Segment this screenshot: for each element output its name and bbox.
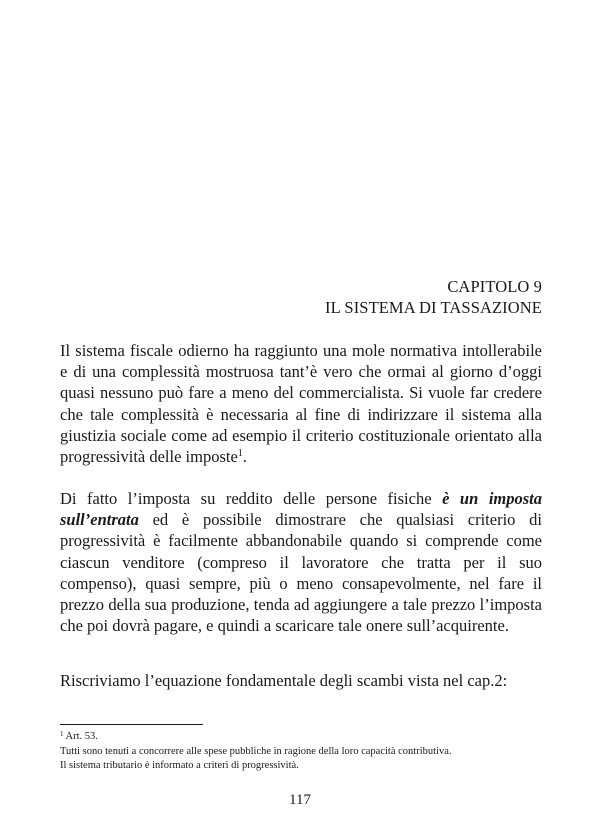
- footnote-1-line-2: Tutti sono tenuti a concorrere alle spese pubbliche in ragione della loro capacità contributiva.: [60, 745, 452, 757]
- paragraph-3-text: Riscriviamo l’equazione fondamentale degli scambi vista nel cap.2:: [60, 671, 508, 690]
- paragraph-2: [60, 488, 542, 636]
- paragraph-1-end: .: [242, 447, 247, 467]
- paragraph-1-text: Il sistema fiscale odierno ha raggiunto una mole normativa intollerabile e di una complessità mostruosa tant’è vero che ormai al giorno d’oggi quasi nessuno può fare a meno del commercialista. Si vuole far credere che tale complessità è necessaria al fine di indirizzare il sistema alla giustizia sociale come ad esempio il criterio costituzionale orientato alla progressività delle imposte: [60, 341, 542, 467]
- chapter-heading: [325, 276, 542, 318]
- footnote-reference[interactable]: 1: [237, 448, 243, 460]
- paragraph-1: [60, 340, 542, 467]
- chapter-title: IL SISTEMA DI TASSAZIONE: [325, 298, 542, 317]
- footnote-marker: 1: [60, 730, 64, 738]
- footnotes: [60, 730, 542, 774]
- chapter-number: CAPITOLO 9: [447, 277, 542, 296]
- footnote-1-line-3: Il sistema tributario è informato a criteri di progressività.: [60, 760, 299, 771]
- footnote-1-line-1: [60, 730, 542, 745]
- paragraph-2-emphasis: è un imposta sull’entrata: [60, 489, 542, 530]
- footnote-divider: [60, 724, 203, 725]
- paragraph-2-rest: ed è possibile dimostrare che qualsiasi criterio di progressività è facilmente abbandonabile quando si comprende come ciascun venditore (compreso il lavoratore che tratta per il suo compenso), quasi sempre, più o meno consapevolmente, nel fare il prezzo della sua produzione, tenda ad aggiungere a tale prezzo l’imposta che poi dovrà pagare, e quindi a scaricare tale onere sull’acquirente.: [60, 510, 542, 636]
- paragraph-2-lead: Di fatto l’imposta su reddito delle persone fisiche: [60, 489, 443, 508]
- page-number: 117: [289, 792, 311, 808]
- footnote-1-text: Art. 53.: [63, 731, 98, 742]
- paragraph-3: [60, 670, 542, 691]
